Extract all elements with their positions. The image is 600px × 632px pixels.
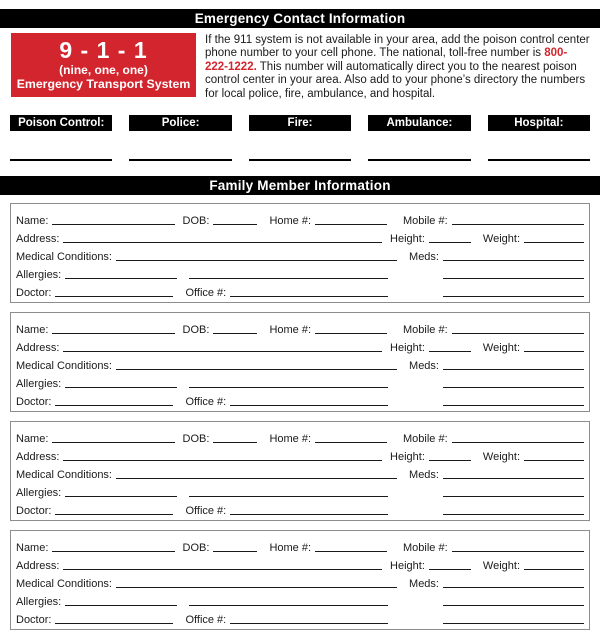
medical-conditions-label: Medical Conditions: [16, 469, 112, 482]
height-label: Height: [390, 560, 425, 573]
poison-control-fill-line[interactable] [10, 159, 112, 161]
local-contacts-row [10, 115, 590, 131]
mobile-phone-label: Mobile #: [403, 324, 448, 337]
instructions-before-phone: If the 911 system is not available in your area, add the poison control center phone number to your cell phone. The national, toll-free number is [205, 34, 590, 60]
meds-overflow-fill-line-2[interactable] [443, 623, 584, 624]
meds-fill-line[interactable] [443, 260, 584, 261]
medical-conditions-fill-line[interactable] [116, 587, 397, 588]
medical-conditions-fill-line[interactable] [116, 369, 397, 370]
badge-911 [11, 33, 196, 97]
dob-fill-line[interactable] [213, 224, 257, 225]
allergies-overflow-fill-line[interactable] [189, 278, 388, 279]
height-fill-line[interactable] [429, 460, 471, 461]
member-row-medical [16, 463, 584, 481]
family-members-list [10, 203, 590, 630]
name-fill-line[interactable] [52, 442, 174, 443]
allergies-fill-line[interactable] [65, 605, 177, 606]
meds-fill-line[interactable] [443, 587, 584, 588]
home-phone-label: Home #: [269, 433, 312, 446]
address-fill-line[interactable] [63, 242, 382, 243]
member-row-doctor [16, 499, 584, 517]
contact-label-hospital: Hospital: [488, 115, 590, 131]
emergency-contact-header-bar [0, 9, 600, 28]
home-phone-fill-line[interactable] [315, 442, 387, 443]
mobile-phone-fill-line[interactable] [452, 224, 584, 225]
member-row-doctor [16, 390, 584, 408]
ambulance-fill-line[interactable] [368, 159, 470, 161]
address-fill-line[interactable] [63, 569, 382, 570]
mobile-phone-label: Mobile #: [403, 542, 448, 555]
mobile-phone-fill-line[interactable] [452, 442, 584, 443]
family-header-title: Family Member Information [209, 178, 391, 194]
member-row-medical [16, 245, 584, 263]
instructions-after-phone: This number will automatically direct you to the nearest poison control center in your area. Also add to your phone’s directory the numbers for local police, fire, ambulance, and hospital. [205, 60, 586, 100]
home-phone-label: Home #: [269, 215, 312, 228]
meds-label: Meds: [409, 578, 439, 591]
doctor-fill-line[interactable] [55, 514, 173, 515]
dob-label: DOB: [182, 542, 210, 555]
meds-overflow-fill-line-2[interactable] [443, 405, 584, 406]
meds-overflow-fill-line[interactable] [443, 387, 584, 388]
dob-label: DOB: [182, 433, 210, 446]
home-phone-label: Home #: [269, 542, 312, 555]
office-phone-label: Office #: [185, 614, 227, 627]
meds-label: Meds: [409, 251, 439, 264]
home-phone-label: Home #: [269, 324, 312, 337]
member-row-doctor [16, 608, 584, 626]
family-member-card [10, 530, 590, 630]
dob-fill-line[interactable] [213, 551, 257, 552]
allergies-label: Allergies: [16, 269, 62, 282]
address-fill-line[interactable] [63, 351, 382, 352]
contact-label-fire: Fire: [249, 115, 351, 131]
weight-fill-line[interactable] [524, 351, 584, 352]
mobile-phone-label: Mobile #: [403, 433, 448, 446]
weight-fill-line[interactable] [524, 460, 584, 461]
allergies-overflow-fill-line[interactable] [189, 605, 388, 606]
contact-label-poison-control: Poison Control: [10, 115, 112, 131]
fire-fill-line[interactable] [249, 159, 351, 161]
office-phone-label: Office #: [185, 505, 227, 518]
home-phone-fill-line[interactable] [315, 551, 387, 552]
height-label: Height: [390, 342, 425, 355]
family-member-card [10, 203, 590, 303]
name-fill-line[interactable] [52, 333, 174, 334]
office-phone-label: Office #: [185, 287, 227, 300]
weight-fill-line[interactable] [524, 242, 584, 243]
family-member-card [10, 312, 590, 412]
doctor-label: Doctor: [16, 287, 52, 300]
office-phone-fill-line[interactable] [230, 514, 388, 515]
address-label: Address: [16, 451, 60, 464]
weight-label: Weight: [482, 342, 520, 355]
meds-label: Meds: [409, 360, 439, 373]
member-row-doctor [16, 281, 584, 299]
doctor-label: Doctor: [16, 396, 52, 409]
family-header-bar [0, 176, 600, 195]
hospital-fill-line[interactable] [488, 159, 590, 161]
badge-911-phonetic: (nine, one, one) [59, 63, 148, 77]
address-label: Address: [16, 560, 60, 573]
member-row-address [16, 445, 584, 463]
allergies-fill-line[interactable] [65, 387, 177, 388]
dob-label: DOB: [182, 215, 210, 228]
address-label: Address: [16, 233, 60, 246]
member-row-allergies [16, 481, 584, 499]
meds-label: Meds: [409, 469, 439, 482]
medical-conditions-fill-line[interactable] [116, 478, 397, 479]
meds-overflow-fill-line[interactable] [443, 496, 584, 497]
doctor-label: Doctor: [16, 505, 52, 518]
doctor-fill-line[interactable] [55, 623, 173, 624]
member-row-medical [16, 354, 584, 372]
allergies-overflow-fill-line[interactable] [189, 387, 388, 388]
allergies-fill-line[interactable] [65, 278, 177, 279]
weight-label: Weight: [482, 233, 520, 246]
home-phone-fill-line[interactable] [315, 333, 387, 334]
allergies-label: Allergies: [16, 596, 62, 609]
emergency-contact-header-title: Emergency Contact Information [194, 11, 406, 26]
doctor-fill-line[interactable] [55, 405, 173, 406]
medical-conditions-fill-line[interactable] [116, 260, 397, 261]
meds-overflow-fill-line[interactable] [443, 605, 584, 606]
contact-label-ambulance: Ambulance: [368, 115, 470, 131]
office-phone-fill-line[interactable] [230, 623, 388, 624]
meds-overflow-fill-line-2[interactable] [443, 514, 584, 515]
instructions-text [205, 33, 590, 101]
allergies-label: Allergies: [16, 378, 62, 391]
member-row-name-phones [16, 427, 584, 445]
intro-section [11, 33, 590, 101]
dob-fill-line[interactable] [213, 442, 257, 443]
member-row-address [16, 227, 584, 245]
office-phone-label: Office #: [185, 396, 227, 409]
dob-fill-line[interactable] [213, 333, 257, 334]
contact-label-police: Police: [129, 115, 231, 131]
home-phone-fill-line[interactable] [315, 224, 387, 225]
family-member-card [10, 421, 590, 521]
member-row-medical [16, 572, 584, 590]
member-row-name-phones [16, 209, 584, 227]
height-fill-line[interactable] [429, 242, 471, 243]
badge-911-number: 9 - 1 - 1 [59, 37, 148, 63]
meds-fill-line[interactable] [443, 478, 584, 479]
allergies-overflow-fill-line[interactable] [189, 496, 388, 497]
height-label: Height: [390, 233, 425, 246]
name-label: Name: [16, 433, 49, 446]
office-phone-fill-line[interactable] [230, 405, 388, 406]
meds-fill-line[interactable] [443, 369, 584, 370]
name-fill-line[interactable] [52, 224, 174, 225]
allergies-label: Allergies: [16, 487, 62, 500]
member-row-name-phones [16, 318, 584, 336]
mobile-phone-label: Mobile #: [403, 215, 448, 228]
height-fill-line[interactable] [429, 351, 471, 352]
weight-label: Weight: [482, 560, 520, 573]
address-fill-line[interactable] [63, 460, 382, 461]
weight-label: Weight: [482, 451, 520, 464]
member-row-address [16, 336, 584, 354]
address-label: Address: [16, 342, 60, 355]
member-row-allergies [16, 590, 584, 608]
height-fill-line[interactable] [429, 569, 471, 570]
meds-overflow-fill-line[interactable] [443, 278, 584, 279]
mobile-phone-fill-line[interactable] [452, 551, 584, 552]
member-row-name-phones [16, 536, 584, 554]
name-fill-line[interactable] [52, 551, 174, 552]
doctor-label: Doctor: [16, 614, 52, 627]
weight-fill-line[interactable] [524, 569, 584, 570]
member-row-address [16, 554, 584, 572]
local-contacts-fill-lines [10, 159, 590, 161]
medical-conditions-label: Medical Conditions: [16, 360, 112, 373]
meds-overflow-fill-line-2[interactable] [443, 296, 584, 297]
poison-control-phone-number: 800-222-1222. [205, 47, 568, 73]
allergies-fill-line[interactable] [65, 496, 177, 497]
height-label: Height: [390, 451, 425, 464]
office-phone-fill-line[interactable] [230, 296, 388, 297]
member-row-allergies [16, 263, 584, 281]
name-label: Name: [16, 324, 49, 337]
badge-911-caption: Emergency Transport System [16, 77, 191, 91]
medical-conditions-label: Medical Conditions: [16, 251, 112, 264]
medical-conditions-label: Medical Conditions: [16, 578, 112, 591]
doctor-fill-line[interactable] [55, 296, 173, 297]
member-row-allergies [16, 372, 584, 390]
name-label: Name: [16, 215, 49, 228]
police-fill-line[interactable] [129, 159, 231, 161]
dob-label: DOB: [182, 324, 210, 337]
mobile-phone-fill-line[interactable] [452, 333, 584, 334]
name-label: Name: [16, 542, 49, 555]
